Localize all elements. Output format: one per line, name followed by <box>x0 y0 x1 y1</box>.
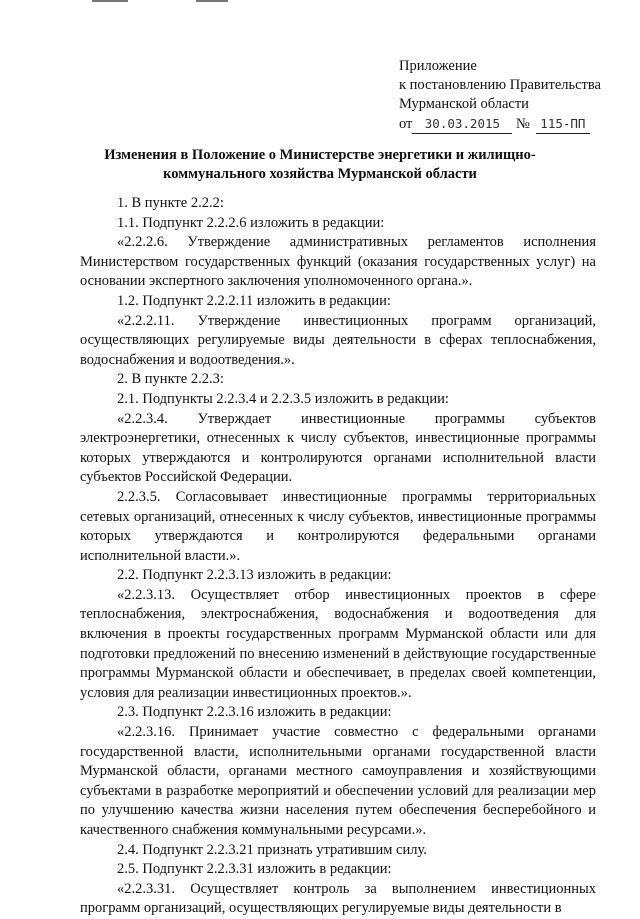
title-line-2: коммунального хозяйства Мурманской области <box>163 166 477 182</box>
paragraph: 1.2. Подпункт 2.2.2.11 изложить в редакции: <box>117 292 391 309</box>
paragraph: 1. В пункте 2.2.2: <box>117 195 224 211</box>
document-body <box>80 194 596 919</box>
paragraph: «2.2.3.4. Утверждает инвестиционные программы субъектов электроэнергетики, отнесенных к числу субъектов, инвестиционные программы которых утверждаются и контролируются органами исполнительной власти субъектов Российской Федерации. <box>80 410 596 486</box>
title-line-1: Изменения в Положение о Министерстве энергетики и жилищно- <box>104 147 536 163</box>
scan-mark-right <box>196 0 228 2</box>
paragraph: 2.5. Подпункт 2.2.3.31 изложить в редакции: <box>117 861 392 878</box>
appendix-block <box>399 57 601 134</box>
paragraph: «2.2.2.11. Утверждение инвестиционных программ организаций, осуществляющих регулируемые виды деятельности в сферах теплоснабжения, водоснабжения и водоотведения.». <box>80 312 596 368</box>
resolution-date: 30.03.2015 <box>412 114 512 134</box>
resolution-number: 115-ПП <box>536 114 590 134</box>
appendix-line-2: к постановлению Правительства <box>399 77 601 93</box>
paragraph: «2.2.3.16. Принимает участие совместно с федеральными органами государственной власти, исполнительными органами государственной власти Мурманской области, органами местного самоуправления и хозяйствующими субъектами в разработке мероприятий и обеспечении условий для реализации мер по улучшению качества жизни населения путем обеспечения бесперебойного и качественного снабжения коммунальными ресурсами.». <box>80 724 596 838</box>
paragraph: 2.1. Подпункты 2.2.3.4 и 2.2.3.5 изложить в редакции: <box>117 390 449 407</box>
appendix-line-3: Мурманской области <box>399 96 529 112</box>
paragraph: «2.2.2.6. Утверждение административных регламентов исполнения Министерством государственных функций (оказания государственных услуг) на основании экспертного заключения уполномоченного органа.». <box>80 234 596 290</box>
appendix-ot: от <box>399 116 413 132</box>
paragraph: 2.4. Подпункт 2.2.3.21 признать утратившим силу. <box>117 841 427 858</box>
paragraph: 1.1. Подпункт 2.2.2.6 изложить в редакции: <box>117 214 385 231</box>
scan-mark-left <box>92 0 128 2</box>
paragraph: «2.2.3.13. Осуществляет отбор инвестиционных проектов в сфере теплоснабжения, электроснабжения, водоснабжения и водоотведения для включения в проекты государственных программ Мурманской области или для подготовки предложений по внесению изменений в действующие государственные программы Мурманской области и обеспечивает, в пределах своей компетенции, условия для реализации инвестиционных проектов.». <box>80 586 596 701</box>
appendix-line-1: Приложение <box>399 58 477 74</box>
paragraph: 2.3. Подпункт 2.2.3.16 изложить в редакции: <box>117 704 392 721</box>
appendix-number-sign: № <box>516 116 530 132</box>
document-title <box>90 146 550 184</box>
paragraph: 2.2.3.5. Согласовывает инвестиционные программы территориальных сетевых организаций, отнесенных к числу субъектов, инвестиционные программы которых утверждаются и контролируются федеральными органами исполнительной власти.». <box>80 488 596 564</box>
paragraph: 2. В пункте 2.2.3: <box>117 371 224 388</box>
paragraph: «2.2.3.31. Осуществляет контроль за выполнением инвестиционных программ организаций, осуществляющих регулируемые виды деятельности в <box>80 880 596 917</box>
paragraph: 2.2. Подпункт 2.2.3.13 изложить в редакции: <box>117 567 392 584</box>
appendix-date-line <box>399 114 601 134</box>
